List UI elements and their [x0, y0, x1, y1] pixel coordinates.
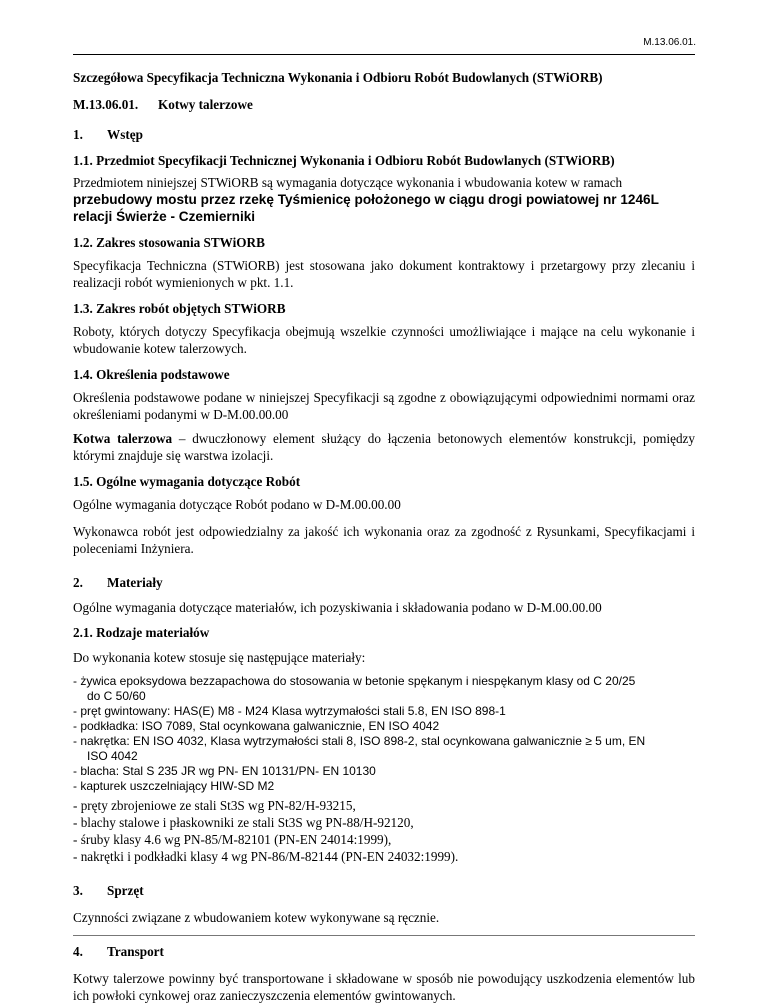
section-1-4-text: Określenia podstawowe podane w niniejszej Specyfikacji są zgodne z obowiązującymi odpowiednimi normami oraz określeniami podanymi w D-M.00.00.00: [73, 390, 695, 422]
section-4-text: Kotwy talerzowe powinny być transportowane i składowane w sposób nie powodujący uszkodzenia elementów lub ich powłoki cynkowej oraz zanieczyszczenia elementów gwintowanych.: [73, 971, 695, 1003]
section-3-text: Czynności związane z wbudowaniem kotew wykonywane są ręcznie.: [73, 910, 440, 925]
section-4-title: Transport: [107, 944, 164, 959]
footer-divider: [73, 935, 695, 936]
section-2-1-intro: Do wykonania kotew stosuje się następujące materiały:: [73, 650, 366, 665]
section-1-3-text: Roboty, których dotyczy Specyfikacja obejmują wszelkie czynności umożliwiające i mające na celu wykonanie i wbudowanie kotew talerzowych.: [73, 324, 695, 356]
section-4-number: 4.: [73, 944, 83, 959]
list-item: - pręt gwintowany: HAS(E) M8 - M24 Klasa wytrzymałości stali 5.8, EN ISO 898-1: [73, 704, 506, 718]
materials-list: [73, 674, 695, 794]
section-2-1-title: 2.1. Rodzaje materiałów: [73, 625, 210, 640]
section-1-1-text: Przedmiotem niniejszej STWiORB są wymagania dotyczące wykonania i wbudowania kotew w ramach: [73, 175, 623, 190]
document-title: Szczegółowa Specyfikacja Techniczna Wykonania i Odbioru Robót Budowlanych (STWiORB): [73, 70, 603, 85]
list-item: - nakrętka: EN ISO 4032, Klasa wytrzymałości stali 8, ISO 898-2, stal ocynkowana galwanicznie ≥ 5 um, EN: [73, 734, 646, 748]
section-1-1-bold-line-1: przebudowy mostu przez rzekę Tyśmienicę położonego w ciągu drogi powiatowej nr 1246L: [73, 192, 659, 207]
section-1-1-title: 1.1. Przedmiot Specyfikacji Technicznej Wykonania i Odbioru Robót Budowlanych (STWiORB): [73, 153, 615, 168]
header-spec-code: M.13.06.01.: [643, 37, 696, 48]
section-1-2-title: 1.2. Zakres stosowania STWiORB: [73, 235, 265, 250]
section-1-2-text: Specyfikacja Techniczna (STWiORB) jest stosowana jako dokument kontraktowy i przetargowy przy zlecaniu i realizacji robót wymienionych w pkt. 1.1.: [73, 258, 695, 290]
spec-code: M.13.06.01.: [73, 97, 139, 112]
list-item: - podkładka: ISO 7089, Stal ocynkowana galwanicznie, EN ISO 4042: [73, 719, 440, 733]
header-divider: [73, 54, 695, 55]
list-item-continuation: do C 50/60: [87, 689, 146, 703]
section-2-number: 2.: [73, 575, 83, 590]
definition-text: – dwuczłonowy element służący do łączenia betonowych elementów konstrukcji, pomiędzy którymi znajduje się warstwa izolacji.: [73, 431, 695, 463]
section-3-title: Sprzęt: [107, 883, 144, 898]
section-2-heading: [73, 574, 695, 591]
list-item: - nakrętki i podkładki klasy 4 wg PN-86/M-82144 (PN-EN 24032:1999).: [73, 849, 459, 864]
section-1-5-text-2: Wykonawca robót jest odpowiedzialny za jakość ich wykonania oraz za zgodność z Rysunkami, Specyfikacjami i poleceniami Inżyniera.: [73, 524, 695, 556]
section-1-4-title: 1.4. Określenia podstawowe: [73, 367, 230, 382]
section-1-1-bold-line-2: relacji Świerże - Czemierniki: [73, 209, 256, 224]
list-item: - kapturek uszczelniający HIW-SD M2: [73, 779, 275, 793]
definition-term: Kotwa talerzowa: [73, 431, 173, 446]
list-item: - śruby klasy 4.6 wg PN-85/M-82101 (PN-EN 24014:1999),: [73, 832, 392, 847]
standards-list: [73, 797, 695, 865]
section-1-number: 1.: [73, 127, 83, 142]
list-item: - blacha: Stal S 235 JR wg PN- EN 10131/PN- EN 10130: [73, 764, 376, 778]
list-item-continuation: ISO 4042: [87, 749, 138, 763]
section-1-3-title: 1.3. Zakres robót objętych STWiORB: [73, 301, 286, 316]
list-item: - żywica epoksydowa bezzapachowa do stosowania w betonie spękanym i niespękanym klasy od C 20/25: [73, 674, 636, 688]
section-1-5-title: 1.5. Ogólne wymagania dotyczące Robót: [73, 474, 301, 489]
section-1-heading: [73, 126, 695, 143]
section-3-heading: [73, 882, 695, 899]
document-body: [73, 65, 695, 1004]
section-2-text: Ogólne wymagania dotyczące materiałów, ich pozyskiwania i składowania podano w D-M.00.00.00: [73, 600, 602, 615]
section-1-5-text-1: Ogólne wymagania dotyczące Robót podano w D-M.00.00.00: [73, 497, 401, 512]
list-item: - blachy stalowe i płaskowniki ze stali St3S wg PN-88/H-92120,: [73, 815, 414, 830]
section-3-number: 3.: [73, 883, 83, 898]
section-1-title: Wstęp: [107, 127, 143, 142]
list-item: - pręty zbrojeniowe ze stali St3S wg PN-82/H-93215,: [73, 798, 356, 813]
spec-name: Kotwy talerzowe: [158, 97, 253, 112]
section-1-4-definition: [73, 430, 695, 464]
section-4-heading: [73, 943, 695, 960]
section-2-title: Materiały: [107, 575, 163, 590]
spec-heading: [73, 96, 695, 113]
